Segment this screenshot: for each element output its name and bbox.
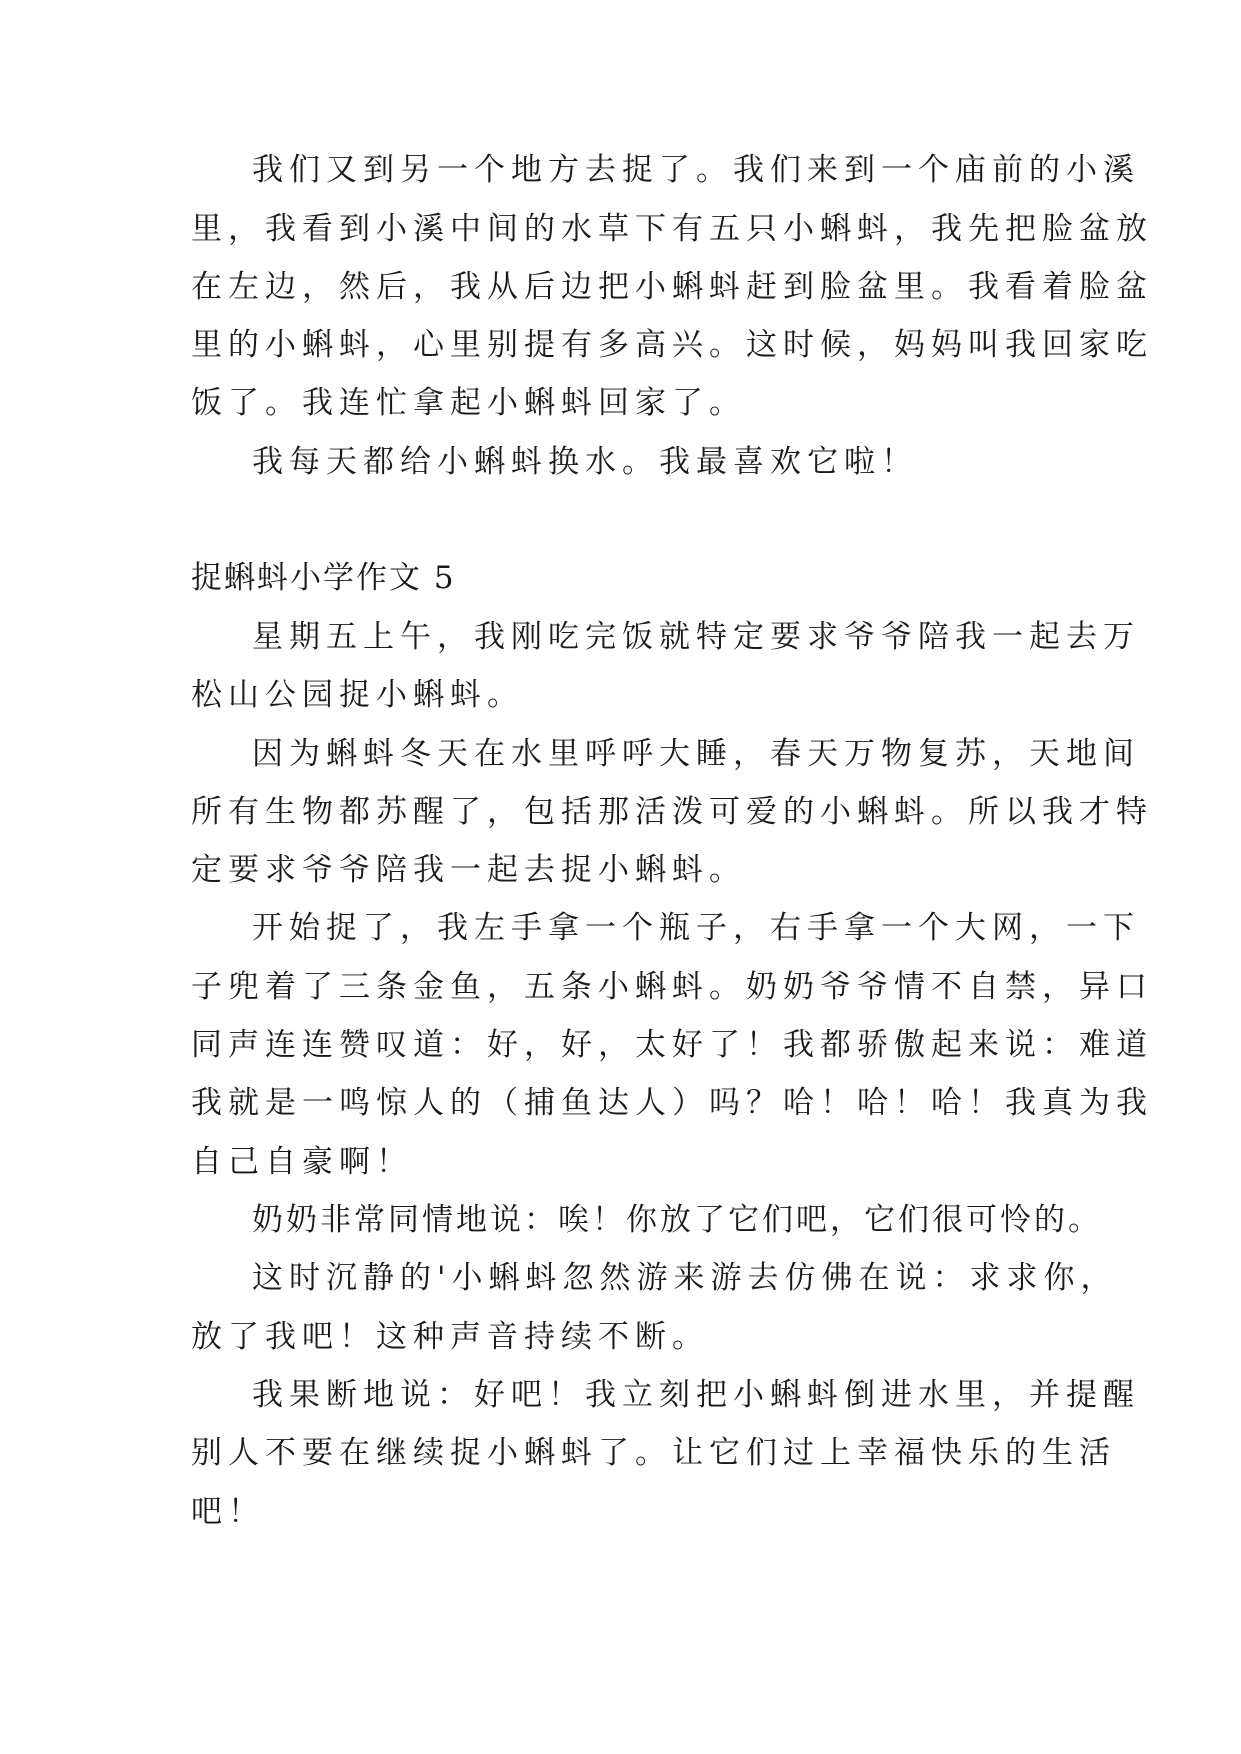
paragraph-line: 因为蝌蚪冬天在水里呼呼大睡，春天万物复苏，天地间	[252, 736, 1140, 772]
paragraph-line: 放了我吧！这种声音持续不断。	[191, 1319, 709, 1355]
paragraph-line: 定要求爷爷陪我一起去捉小蝌蚪。	[191, 852, 746, 888]
paragraph-line: 我果断地说：好吧！我立刻把小蝌蚪倒进水里，并提醒	[252, 1377, 1140, 1413]
paragraph-line: 星期五上午，我刚吃完饭就特定要求爷爷陪我一起去万	[252, 619, 1140, 655]
paragraph-line: 在左边，然后，我从后边把小蝌蚪赶到脸盆里。我看着脸盆	[191, 269, 1153, 305]
paragraph-line: 开始捉了，我左手拿一个瓶子，右手拿一个大网，一下	[252, 910, 1140, 946]
paragraph-line: 所有生物都苏醒了，包括那活泼可爱的小蝌蚪。所以我才特	[191, 794, 1153, 830]
paragraph-line: 我就是一鸣惊人的（捕鱼达人）吗？哈！哈！哈！我真为我	[191, 1085, 1153, 1121]
paragraph-line: 里的小蝌蚪，心里别提有多高兴。这时候，妈妈叫我回家吃	[191, 327, 1153, 363]
paragraph-line: 饭了。我连忙拿起小蝌蚪回家了。	[191, 385, 746, 421]
section-heading: 捉蝌蚪小学作文 5	[191, 560, 456, 596]
paragraph-line: 松山公园捉小蝌蚪。	[191, 677, 524, 713]
paragraph-line: 吧！	[191, 1494, 265, 1530]
paragraph-line: 我每天都给小蝌蚪换水。我最喜欢它啦！	[252, 444, 918, 480]
paragraph-line: 自己自豪啊！	[191, 1144, 413, 1180]
paragraph-line: 里，我看到小溪中间的水草下有五只小蝌蚪，我先把脸盆放	[191, 211, 1153, 247]
paragraph-line: 别人不要在继续捉小蝌蚪了。让它们过上幸福快乐的生活	[191, 1435, 1116, 1471]
paragraph-line: 奶奶非常同情地说：唉！你放了它们吧，它们很可怜的。	[252, 1202, 1102, 1238]
paragraph-line: 这时沉静的'小蝌蚪忽然游来游去仿佛在说：求求你，	[252, 1260, 1118, 1296]
paragraph-line: 我们又到另一个地方去捉了。我们来到一个庙前的小溪	[252, 152, 1140, 188]
paragraph-line: 同声连连赞叹道：好，好，太好了！我都骄傲起来说：难道	[191, 1027, 1153, 1063]
paragraph-line: 子兜着了三条金鱼，五条小蝌蚪。奶奶爷爷情不自禁，异口	[191, 969, 1153, 1005]
